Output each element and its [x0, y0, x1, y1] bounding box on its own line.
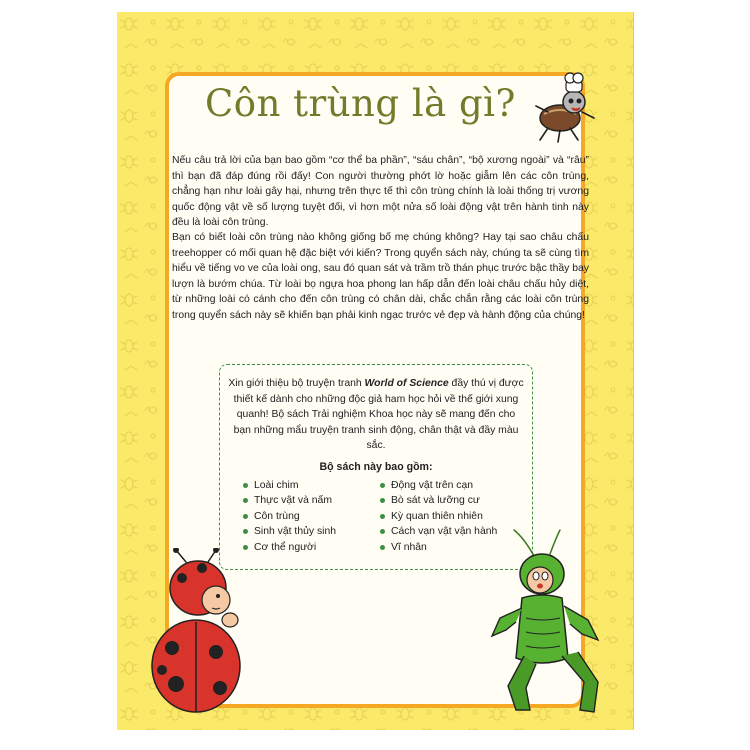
series-intro-after: đầy thú vị được thiết kế dành cho những độc giả ham học hỏi về thế giới xung quanh! Bộ sách Trải nghiệm Khoa học này sẽ mang đến cho bạn những mẩu truyện tranh sinh động, chân thật và đầy màu sắc. — [233, 378, 524, 452]
page-title: Côn trùng là gì? — [205, 82, 516, 125]
list-item: Vĩ nhân — [380, 540, 497, 555]
list-item: Cách vạn vật vận hành — [380, 524, 497, 539]
list-item: Côn trùng — [243, 509, 336, 524]
grasshopper-kid-icon — [488, 528, 606, 718]
list-item: Thực vật và nấm — [243, 493, 336, 508]
list-item: Sinh vật thủy sinh — [243, 524, 336, 539]
series-list-heading: Bộ sách này bao gồm: — [319, 461, 433, 473]
intro-paragraph-2: Bạn có biết loài côn trùng nào không giống bố mẹ chúng không? Hay tại sao châu chấu treehopper có mối quan hệ đặc biệt với kiến? Trong quyển sách này, chúng ta sẽ cùng tìm hiểu về tiếng vo ve của loài ong, sau đó quan sát và trầm trồ thán phục trước bậc thầy bay lượn là bướm chúa. Từ loài bọ ngựa hoa phong lan hấp dẫn đến loài châu chấu hủy diệt, từ những loài có cánh cho đến côn trùng có chân dài, chắc chắn rằng các loài côn trùng trong quyển sách này sẽ khiến bạn phải kinh ngạc trước vẻ đẹp và hành động của chúng! — [172, 232, 589, 321]
list-item: Động vật trên cạn — [380, 478, 497, 493]
list-item: Loài chim — [243, 478, 336, 493]
list-item: Kỳ quan thiên nhiên — [380, 509, 497, 524]
list-item: Cơ thể người — [243, 540, 336, 555]
chef-beetle-icon — [520, 68, 606, 148]
list-item: Bò sát và lưỡng cư — [380, 493, 497, 508]
series-list-right — [380, 478, 497, 555]
series-name: World of Science — [364, 378, 449, 389]
ladybug-kid-icon — [146, 548, 258, 716]
series-list-left — [243, 478, 336, 555]
series-intro-text — [228, 376, 524, 454]
series-intro-before: Xin giới thiệu bộ truyện tranh — [228, 378, 365, 389]
intro-paragraph-1: Nếu câu trả lời của bạn bao gồm “cơ thể ba phần”, “sáu chân”, “bộ xương ngoài” và “râu” thì bạn đã đáp đúng rồi đấy! Con người thường phớt lờ hoặc giẫm lên các côn trùng, chẳng hạn như loài gây hại, nhưng trên thực tế thì côn trùng chính là loài thống trị vương quốc động vật về số lượng tuyệt đối, vì hơn một nửa số loài động vật trên hành tinh này đều là loài côn trùng. — [172, 155, 589, 229]
